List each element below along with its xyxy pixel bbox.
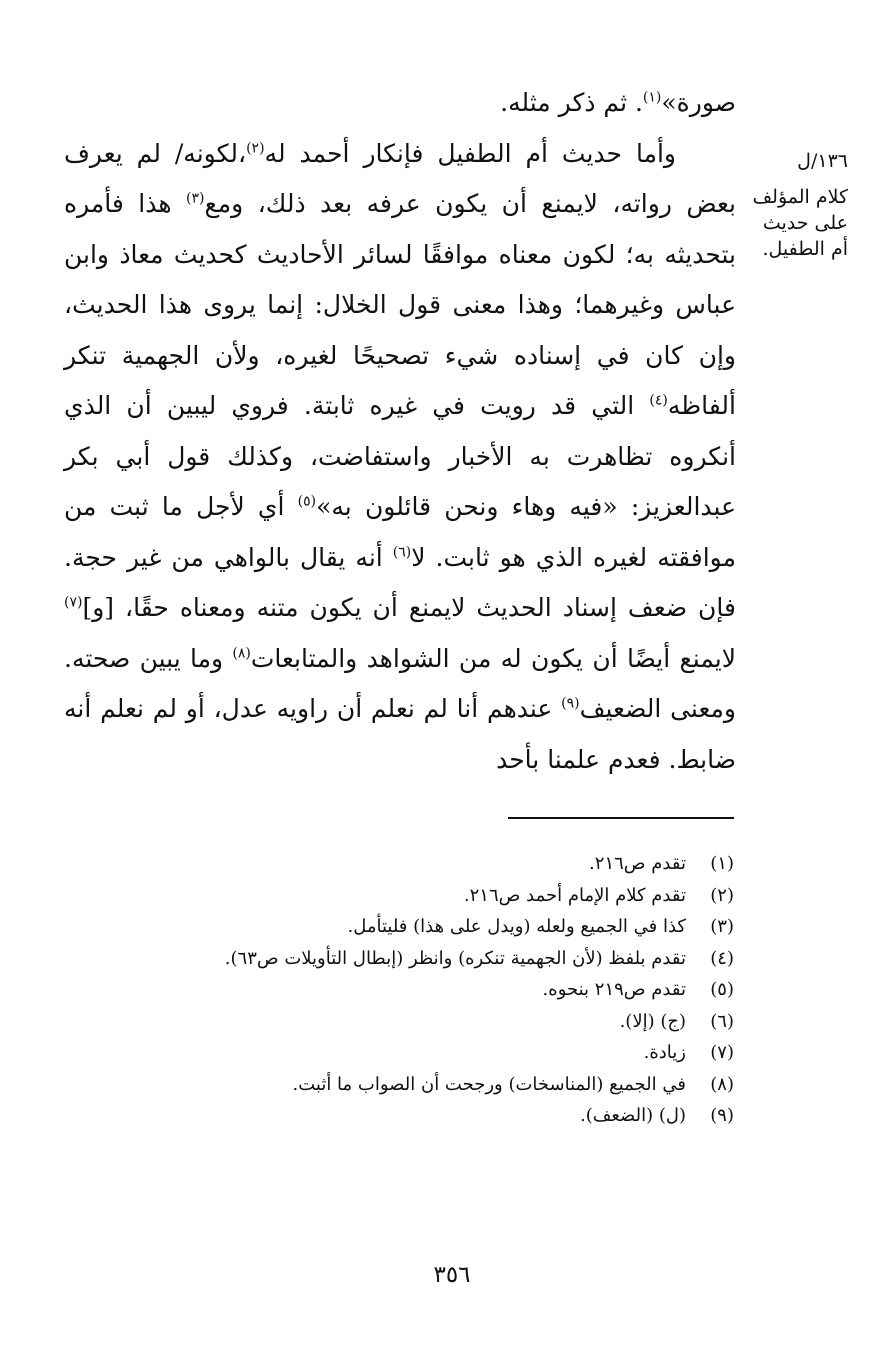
text-segment: وأما حديث أم الطفيل فإنكار أحمد له [264, 138, 676, 168]
text-segment: عندهم أنا لم نعلم أن راويه عدل، أو لم نعلم أنه ضابط. فعدم علمنا بأحد [64, 694, 736, 774]
footnote-item [62, 911, 734, 943]
footnote-item [62, 1006, 734, 1038]
text-segment: التي قد رويت في غيره ثابتة. فروي ليبين أن الذي أنكروه تظاهرت به الأخبار واستفاضت، وكذلك قول أبي بكر عبدالعزيز: «فيه وهاء ونحن قائلون به» [64, 391, 737, 521]
text-segment: صورة» [661, 88, 736, 117]
footnote-text: تقدم ص٢١٦. [589, 853, 686, 874]
footnote-text: تقدم كلام الإمام أحمد ص٢١٦. [463, 884, 686, 906]
footnote-number: (٦) [710, 1010, 734, 1032]
footnote-marker: (٥) [297, 493, 317, 510]
margin-note [752, 148, 848, 262]
footnote-marker: (٣) [186, 190, 205, 207]
footnote-text: في الجميع (المناسخات) ورجحت أن الصواب ما أثبت. [292, 1073, 686, 1095]
text-segment: هذا فأمره بتحديثه به؛ لكون معناه موافقًا لسائر الأحاديث كحديث معاذ وابن عباس وغيرهما؛ وهذا معنى قول الخلال: إنما يروى هذا الحديث، وإن كان في إسناده شيء تصحيحًا لغيره، ولأن الجهمية تنكر ألفاظه [64, 189, 736, 420]
footnote-number: (٩) [710, 1105, 734, 1126]
footnote-item [62, 880, 734, 912]
paragraph [64, 129, 736, 786]
footnote-number: (٧) [710, 1042, 734, 1063]
footnote-item [62, 1100, 734, 1132]
text-segment: . ثم ذكر مثله. [500, 88, 643, 117]
footnote-marker: (٢) [246, 140, 265, 157]
footnote-text: تقدم ص٢١٩ بنحوه. [542, 979, 686, 1000]
footnote-number: (٨) [710, 1073, 734, 1095]
footnote-text: تقدم بلفظ (لأن الجهمية تنكره) وانظر (إبطال التأويلات ص٦٣). [224, 947, 686, 969]
footnote-number: (٤) [710, 947, 734, 969]
footnote-item [62, 1037, 734, 1069]
text-segment: ،لكونه/ لم يعرف بعض رواته، لايمنع أن يكون عرفه بعد ذلك، ومع [64, 138, 737, 218]
footnote-text: كذا في الجميع ولعله (ويدل على هذا) فليتأمل. [347, 916, 686, 937]
text-segment: لايمنع أيضًا أن يكون له من الشواهد والمتابعات [250, 643, 736, 673]
page-number: ٣٥٦ [433, 1262, 471, 1288]
footnote-marker: (٦) [392, 544, 412, 561]
footnote-item [62, 1069, 734, 1101]
footnote-item [62, 848, 734, 880]
footnote-item [62, 974, 734, 1006]
footnote-separator [508, 817, 734, 819]
footnote-item [62, 943, 734, 975]
footnote-number: (٥) [710, 979, 734, 1000]
footnote-number: (٣) [710, 916, 734, 937]
footnote-marker: (٩) [561, 695, 580, 712]
footnote-marker: (١) [642, 89, 662, 106]
footnote-marker: (٨) [232, 645, 251, 662]
footnote-text: (ل) (الضعف). [579, 1105, 686, 1126]
footnotes-list [62, 848, 734, 1132]
paragraph [64, 78, 736, 129]
text-segment: أي لأجل ما ثبت من موافقته لغيره الذي هو ثابت. لا [64, 492, 736, 572]
footnote-marker: (٧) [64, 594, 83, 611]
margin-heading: كلام المؤلف على حديث أم الطفيل. [752, 186, 848, 260]
manuscript-folio-ref: ١٣٦/ل [797, 150, 848, 172]
footnote-marker: (٤) [649, 392, 668, 409]
footnote-number: (٢) [710, 884, 734, 906]
footnote-text: (ج) (إلا). [619, 1010, 686, 1032]
text-segment: أنه يقال بالواهي من غير حجة. فإن ضعف إسناد الحديث لايمنع أن يكون متنه ومعناه حقًا، [و] [64, 542, 736, 622]
text-segment: وما يبين صحته. ومعنى الضعيف [64, 643, 736, 723]
main-text [64, 78, 736, 785]
footnote-number: (١) [710, 853, 734, 874]
footnote-text: زيادة. [643, 1042, 686, 1063]
